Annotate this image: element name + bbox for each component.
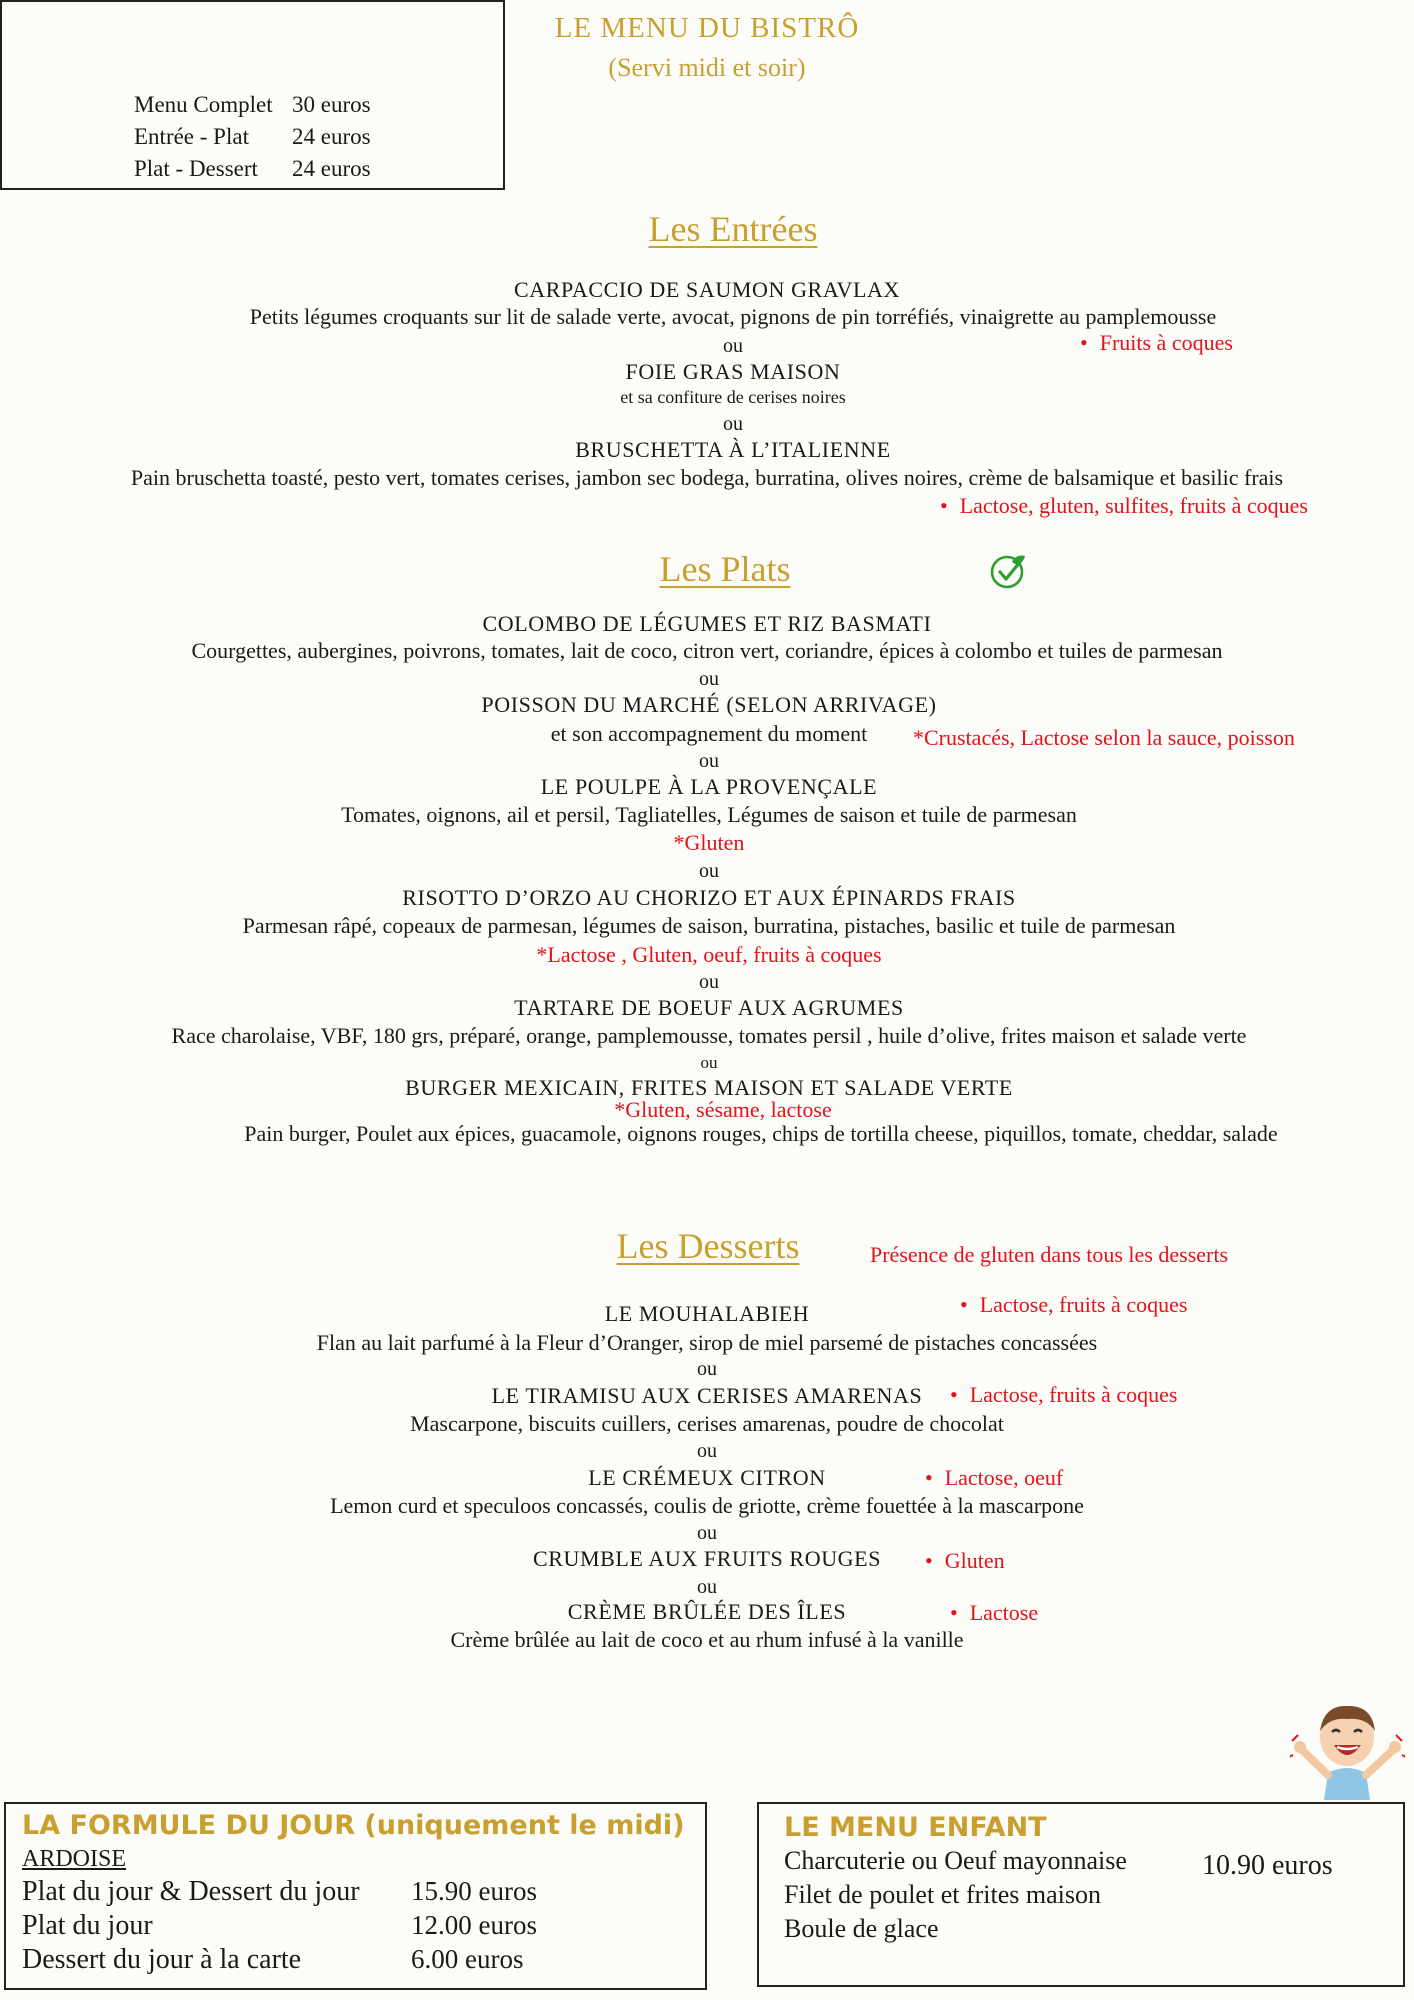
formule-label: Plat du jour — [22, 1910, 153, 1941]
separator-ou: ou — [699, 750, 719, 772]
price-label: Plat - Dessert — [134, 156, 258, 181]
dish-name: BURGER MEXICAIN, FRITES MAISON ET SALADE VERTE — [405, 1075, 1013, 1100]
allergen-note: *Lactose , Gluten, oeuf, fruits à coques — [536, 942, 882, 967]
price-label: Entrée - Plat — [134, 124, 249, 149]
price-value: 24 euros — [292, 124, 371, 149]
dish-description: Courgettes, aubergines, poivrons, tomates, lait de coco, citron vert, coriandre, épices à colombo et tuiles de parmesan — [191, 638, 1223, 663]
dish-description: Race charolaise, VBF, 180 grs, préparé, orange, pamplemousse, tomates persil , huile d’olive, frites maison et salade verte — [171, 1023, 1247, 1048]
allergen-note: • Fruits à coques — [1080, 330, 1233, 356]
dish-description: et sa confiture de cerises noires — [620, 387, 846, 407]
enfant-line: Charcuterie ou Oeuf mayonnaise — [784, 1846, 1127, 1875]
dish-description: et son accompagnement du moment — [550, 721, 868, 746]
menu-title: LE MENU DU BISTRÔ — [554, 12, 860, 44]
formule-title: LA FORMULE DU JOUR (uniquement le midi) — [22, 1810, 685, 1841]
allergen-note: • Lactose, fruits à coques — [960, 1292, 1187, 1318]
dish-description: Pain bruschetta toasté, pesto vert, tomates cerises, jambon sec bodega, burratina, olives noires, crème de balsamique et basilic frais — [130, 465, 1284, 490]
gluten-note: Présence de gluten dans tous les desserts — [870, 1242, 1229, 1267]
dish-name: CRUMBLE AUX FRUITS ROUGES — [532, 1546, 882, 1571]
allergen-note: • Lactose — [950, 1600, 1038, 1626]
dish-name: LE MOUHALABIEH — [604, 1301, 810, 1326]
separator-ou: ou — [699, 860, 719, 882]
enfant-line: Filet de poulet et frites maison — [784, 1880, 1101, 1909]
happy-child-icon — [1290, 1695, 1405, 1800]
dish-description: Mascarpone, biscuits cuillers, cerises amarenas, poudre de chocolat — [410, 1411, 1004, 1436]
separator-ou: ou — [697, 1522, 717, 1544]
dish-name: LE POULPE À LA PROVENÇALE — [540, 774, 878, 799]
formule-price: 6.00 euros — [411, 1944, 524, 1974]
dish-description: Tomates, oignons, ail et persil, Tagliatelles, Légumes de saison et tuile de parmesan — [341, 802, 1077, 827]
formule-box — [4, 1802, 707, 1990]
allergen-note: • Gluten — [925, 1548, 1005, 1574]
dish-name: TARTARE DE BOEUF AUX AGRUMES — [514, 995, 904, 1020]
dish-name: RISOTTO D’ORZO AU CHORIZO ET AUX ÉPINARDS FRAIS — [402, 885, 1016, 910]
enfant-line: Boule de glace — [784, 1914, 939, 1943]
dish-description: Petits légumes croquants sur lit de salade verte, avocat, pignons de pin torréfiés, vinaigrette au pamplemousse — [249, 304, 1217, 329]
dish-description: Parmesan râpé, copeaux de parmesan, légumes de saison, burratina, pistaches, basilic et tuile de parmesan — [242, 913, 1176, 938]
desserts-title: Les Desserts — [616, 1226, 800, 1266]
dish-description: Flan au lait parfumé à la Fleur d’Oranger, sirop de miel parsemé de pistaches concassées — [316, 1330, 1098, 1355]
menu-subtitle: (Servi midi et soir) — [608, 53, 806, 82]
allergen-note: • Lactose, fruits à coques — [950, 1382, 1177, 1408]
enfant-box — [757, 1802, 1405, 1987]
enfant-title: LE MENU ENFANT — [784, 1812, 1047, 1843]
price-value: 24 euros — [292, 156, 371, 181]
separator-ou: ou — [700, 1053, 718, 1072]
separator-ou: ou — [699, 971, 719, 993]
separator-ou: ou — [697, 1358, 717, 1380]
formule-price: 12.00 euros — [411, 1910, 537, 1940]
dish-name: LE CRÉMEUX CITRON — [588, 1465, 826, 1490]
entrees-title: Les Entrées — [648, 209, 818, 249]
formule-subtitle: ARDOISE — [22, 1846, 127, 1872]
allergen-note: *Gluten — [673, 830, 745, 855]
price-value: 30 euros — [292, 92, 371, 117]
allergen-note: *Gluten, sésame, lactose — [614, 1097, 832, 1122]
dish-description: Crème brûlée au lait de coco et au rhum infusé à la vanille — [450, 1627, 964, 1652]
formule-price: 15.90 euros — [411, 1876, 537, 1906]
dish-name: CRÈME BRÛLÉE DES ÎLES — [567, 1599, 847, 1624]
allergen-note: • Lactose, oeuf — [925, 1465, 1063, 1491]
enfant-price: 10.90 euros — [1202, 1850, 1333, 1881]
formule-label: Plat du jour & Dessert du jour — [22, 1876, 360, 1907]
dish-name: BRUSCHETTA À L’ITALIENNE — [575, 437, 891, 462]
dish-name: FOIE GRAS MAISON — [625, 359, 841, 384]
price-label: Menu Complet — [134, 92, 273, 117]
dish-name: CARPACCIO DE SAUMON GRAVLAX — [514, 277, 900, 302]
separator-ou: ou — [697, 1576, 717, 1598]
dish-description: Lemon curd et speculoos concassés, coulis de griotte, crème fouettée à la mascarpone — [330, 1493, 1084, 1518]
dish-name: LE TIRAMISU AUX CERISES AMARENAS — [491, 1383, 923, 1408]
dish-description: Pain burger, Poulet aux épices, guacamole, oignons rouges, chips de tortilla cheese, piquillos, tomate, cheddar, salade — [244, 1121, 1278, 1146]
menu-header-box — [0, 0, 860, 190]
separator-ou: ou — [697, 1440, 717, 1462]
leaf-check-icon — [988, 552, 1026, 590]
separator-ou: ou — [723, 335, 743, 357]
separator-ou: ou — [699, 668, 719, 690]
separator-ou: ou — [723, 413, 743, 435]
formule-label: Dessert du jour à la carte — [22, 1944, 302, 1975]
plats-title: Les Plats — [659, 549, 791, 589]
allergen-note: • Lactose, gluten, sulfites, fruits à coques — [940, 493, 1308, 519]
dish-name: COLOMBO DE LÉGUMES ET RIZ BASMATI — [482, 611, 932, 636]
dish-name: POISSON DU MARCHÉ (SELON ARRIVAGE) — [481, 692, 937, 717]
allergen-note: *Crustacés, Lactose selon la sauce, poisson — [913, 725, 1295, 750]
